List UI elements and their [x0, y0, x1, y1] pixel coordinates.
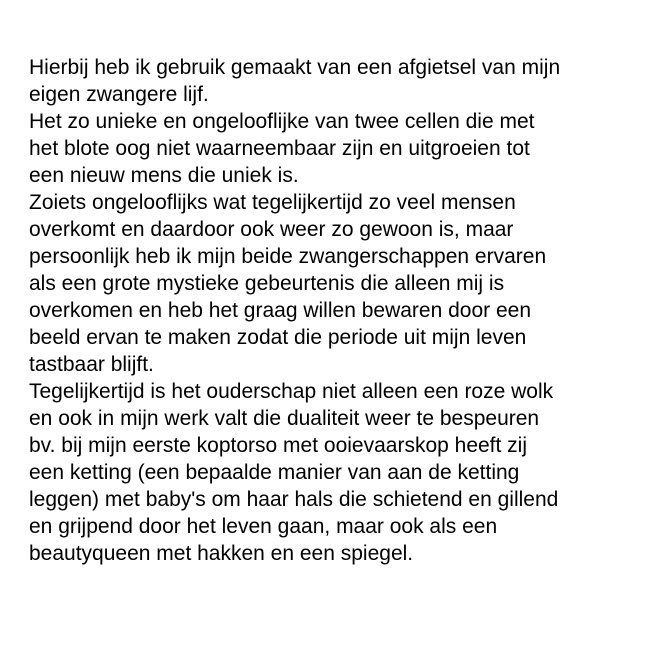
text-line: overkomen en heb het graag willen bewaren door een	[29, 299, 532, 322]
document-text	[29, 54, 649, 567]
text-line: beautyqueen met hakken en een spiegel.	[29, 542, 414, 565]
text-line: en ook in mijn werk valt die dualiteit weer te bespeuren	[29, 407, 540, 430]
text-line: Het zo unieke en ongelooflijke van twee cellen die met	[29, 110, 535, 133]
text-line: beeld ervan te maken zodat die periode uit mijn leven	[29, 326, 527, 349]
text-line: overkomt en daardoor ook weer zo gewoon is, maar	[29, 218, 514, 241]
text-line: een ketting (een bepaalde manier van aan de ketting	[29, 461, 520, 484]
text-line: Tegelijkertijd is het ouderschap niet alleen een roze wolk	[29, 380, 554, 403]
text-line: als een grote mystieke gebeurtenis die alleen mij is	[29, 272, 505, 295]
text-line: eigen zwangere lijf.	[29, 83, 209, 106]
text-line: tastbaar blijft.	[29, 353, 154, 376]
text-line: bv. bij mijn eerste koptorso met ooievaarskop heeft zij	[29, 434, 528, 457]
text-line: een nieuw mens die uniek is.	[29, 164, 299, 187]
text-line: Hierbij heb ik gebruik gemaakt van een afgietsel van mijn	[29, 56, 561, 79]
text-line: Zoiets ongelooflijks wat tegelijkertijd zo veel mensen	[29, 191, 516, 214]
text-line: leggen) met baby's om haar hals die schietend en gillend	[29, 488, 559, 511]
text-line: en grijpend door het leven gaan, maar ook als een	[29, 515, 498, 538]
text-line: het blote oog niet waarneembaar zijn en uitgroeien tot	[29, 137, 530, 160]
text-line: persoonlijk heb ik mijn beide zwangerschappen ervaren	[29, 245, 547, 268]
